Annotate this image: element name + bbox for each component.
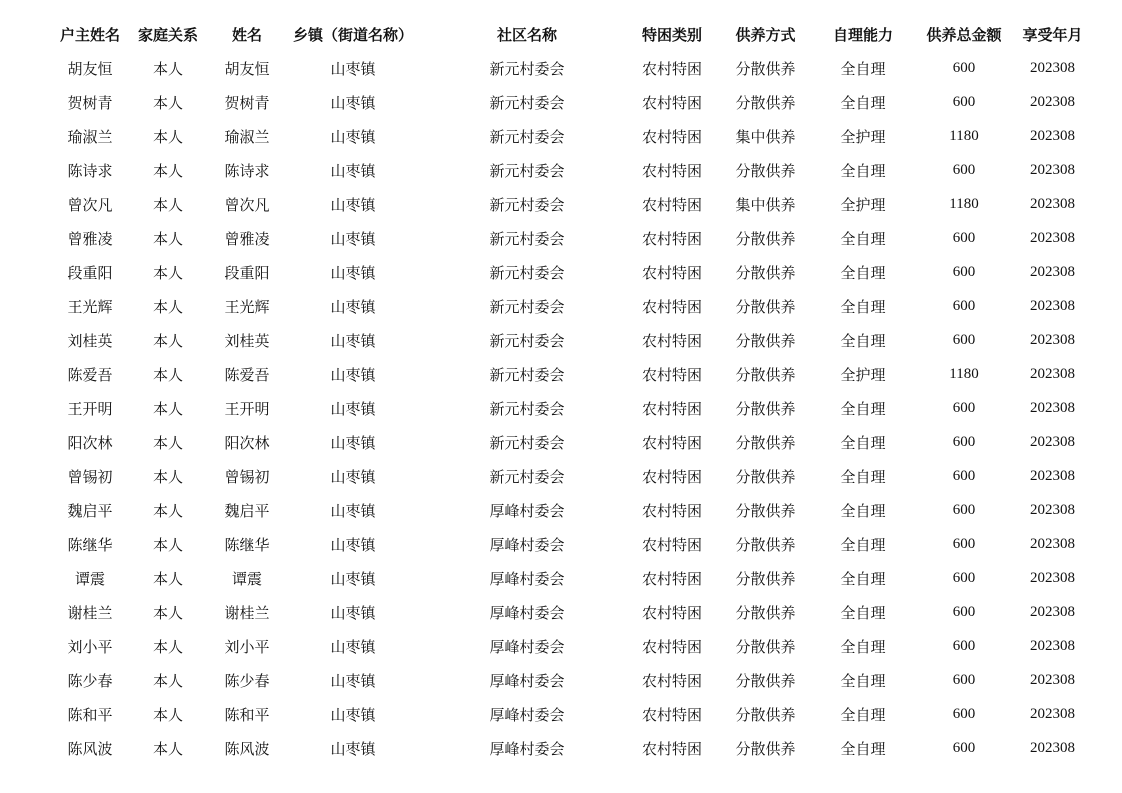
cell-support-mode: 分散供养 (735, 365, 796, 384)
column-header-amount: 供养总金额 (926, 25, 1002, 44)
cell-head-name: 刘桂英 (67, 331, 113, 350)
cell-self-care: 全自理 (840, 93, 886, 112)
cell-head-name: 陈继华 (67, 535, 113, 554)
cell-self-care: 全自理 (840, 535, 886, 554)
table-row (55, 493, 1085, 527)
cell-start-month: 202308 (1030, 705, 1075, 722)
cell-support-mode: 分散供养 (735, 637, 796, 656)
cell-name: 陈少春 (224, 671, 270, 690)
cell-township: 山枣镇 (330, 93, 376, 112)
column-header-name: 姓名 (231, 25, 262, 44)
table-row (55, 629, 1085, 663)
cell-community: 新元村委会 (489, 467, 565, 486)
column-header-category: 特困类别 (641, 25, 702, 44)
cell-township: 山枣镇 (330, 365, 376, 384)
cell-community: 新元村委会 (489, 93, 565, 112)
cell-category: 农村特困 (641, 603, 702, 622)
cell-name: 谢桂兰 (224, 603, 270, 622)
cell-self-care: 全自理 (840, 705, 886, 724)
cell-start-month: 202308 (1030, 59, 1075, 76)
cell-relation: 本人 (152, 433, 183, 452)
table-row (55, 527, 1085, 561)
table-row (55, 459, 1085, 493)
cell-category: 农村特困 (641, 195, 702, 214)
cell-community: 新元村委会 (489, 365, 565, 384)
column-header-community: 社区名称 (496, 25, 557, 44)
cell-amount: 600 (952, 501, 976, 518)
cell-support-mode: 分散供养 (735, 671, 796, 690)
cell-township: 山枣镇 (330, 739, 376, 758)
cell-self-care: 全自理 (840, 671, 886, 690)
cell-name: 段重阳 (224, 263, 270, 282)
cell-category: 农村特困 (641, 399, 702, 418)
cell-amount: 1180 (949, 195, 979, 212)
cell-support-mode: 分散供养 (735, 433, 796, 452)
cell-head-name: 瑜淑兰 (67, 127, 113, 146)
cell-name: 陈爱吾 (224, 365, 270, 384)
cell-community: 新元村委会 (489, 433, 565, 452)
cell-relation: 本人 (152, 127, 183, 146)
cell-support-mode: 分散供养 (735, 229, 796, 248)
table-row (55, 221, 1085, 255)
cell-name: 陈继华 (224, 535, 270, 554)
cell-category: 农村特困 (641, 93, 702, 112)
cell-community: 厚峰村委会 (489, 739, 565, 758)
cell-head-name: 贺树青 (67, 93, 113, 112)
cell-category: 农村特困 (641, 671, 702, 690)
cell-self-care: 全自理 (840, 263, 886, 282)
cell-start-month: 202308 (1030, 739, 1075, 756)
cell-relation: 本人 (152, 229, 183, 248)
cell-relation: 本人 (152, 705, 183, 724)
cell-amount: 600 (952, 637, 976, 654)
cell-amount: 1180 (949, 127, 979, 144)
column-header-support-mode: 供养方式 (735, 25, 796, 44)
cell-community: 厚峰村委会 (489, 705, 565, 724)
cell-head-name: 谭震 (74, 569, 105, 588)
cell-township: 山枣镇 (330, 399, 376, 418)
cell-head-name: 曾雅凌 (67, 229, 113, 248)
cell-relation: 本人 (152, 467, 183, 486)
cell-amount: 600 (952, 569, 976, 586)
cell-township: 山枣镇 (330, 671, 376, 690)
cell-name: 陈风波 (224, 739, 270, 758)
cell-community: 厚峰村委会 (489, 603, 565, 622)
cell-head-name: 王光辉 (67, 297, 113, 316)
cell-name: 贺树青 (224, 93, 270, 112)
cell-start-month: 202308 (1030, 297, 1075, 314)
cell-name: 王开明 (224, 399, 270, 418)
cell-category: 农村特困 (641, 297, 702, 316)
cell-self-care: 全护理 (840, 365, 886, 384)
cell-category: 农村特困 (641, 127, 702, 146)
cell-self-care: 全自理 (840, 59, 886, 78)
cell-category: 农村特困 (641, 739, 702, 758)
cell-township: 山枣镇 (330, 331, 376, 350)
cell-category: 农村特困 (641, 501, 702, 520)
cell-category: 农村特困 (641, 535, 702, 554)
cell-relation: 本人 (152, 739, 183, 758)
cell-support-mode: 集中供养 (735, 127, 796, 146)
table-row (55, 561, 1085, 595)
cell-support-mode: 分散供养 (735, 739, 796, 758)
cell-name: 王光辉 (224, 297, 270, 316)
table-row (55, 187, 1085, 221)
table-row (55, 357, 1085, 391)
relief-recipients-table (55, 17, 1085, 765)
cell-name: 刘桂英 (224, 331, 270, 350)
table-body (55, 51, 1085, 765)
cell-relation: 本人 (152, 569, 183, 588)
cell-support-mode: 分散供养 (735, 535, 796, 554)
cell-category: 农村特困 (641, 467, 702, 486)
cell-head-name: 王开明 (67, 399, 113, 418)
cell-amount: 600 (952, 603, 976, 620)
cell-support-mode: 分散供养 (735, 603, 796, 622)
cell-amount: 600 (952, 467, 976, 484)
cell-support-mode: 分散供养 (735, 59, 796, 78)
cell-start-month: 202308 (1030, 603, 1075, 620)
cell-amount: 600 (952, 433, 976, 450)
cell-amount: 600 (952, 93, 976, 110)
cell-support-mode: 集中供养 (735, 195, 796, 214)
cell-self-care: 全自理 (840, 161, 886, 180)
cell-amount: 600 (952, 705, 976, 722)
cell-amount: 600 (952, 399, 976, 416)
table-row (55, 595, 1085, 629)
cell-category: 农村特困 (641, 59, 702, 78)
cell-community: 厚峰村委会 (489, 671, 565, 690)
cell-amount: 600 (952, 535, 976, 552)
cell-amount: 600 (952, 671, 976, 688)
cell-head-name: 陈爱吾 (67, 365, 113, 384)
cell-head-name: 段重阳 (67, 263, 113, 282)
cell-community: 新元村委会 (489, 297, 565, 316)
cell-self-care: 全自理 (840, 637, 886, 656)
cell-community: 厚峰村委会 (489, 535, 565, 554)
cell-relation: 本人 (152, 331, 183, 350)
cell-support-mode: 分散供养 (735, 161, 796, 180)
cell-start-month: 202308 (1030, 161, 1075, 178)
cell-relation: 本人 (152, 535, 183, 554)
column-header-relation: 家庭关系 (137, 25, 198, 44)
table-row (55, 119, 1085, 153)
cell-start-month: 202308 (1030, 671, 1075, 688)
cell-name: 曾次凡 (224, 195, 270, 214)
cell-community: 厚峰村委会 (489, 637, 565, 656)
cell-self-care: 全自理 (840, 569, 886, 588)
cell-relation: 本人 (152, 93, 183, 112)
cell-head-name: 谢桂兰 (67, 603, 113, 622)
cell-relation: 本人 (152, 637, 183, 656)
cell-township: 山枣镇 (330, 59, 376, 78)
cell-support-mode: 分散供养 (735, 263, 796, 282)
column-header-start-month: 享受年月 (1022, 25, 1083, 44)
cell-start-month: 202308 (1030, 467, 1075, 484)
cell-amount: 600 (952, 59, 976, 76)
cell-township: 山枣镇 (330, 433, 376, 452)
cell-category: 农村特困 (641, 229, 702, 248)
cell-start-month: 202308 (1030, 195, 1075, 212)
cell-relation: 本人 (152, 399, 183, 418)
cell-relation: 本人 (152, 365, 183, 384)
cell-support-mode: 分散供养 (735, 501, 796, 520)
cell-start-month: 202308 (1030, 93, 1075, 110)
cell-start-month: 202308 (1030, 535, 1075, 552)
cell-head-name: 陈和平 (67, 705, 113, 724)
cell-amount: 600 (952, 263, 976, 280)
cell-township: 山枣镇 (330, 263, 376, 282)
cell-relation: 本人 (152, 671, 183, 690)
cell-head-name: 阳次林 (67, 433, 113, 452)
cell-head-name: 刘小平 (67, 637, 113, 656)
cell-support-mode: 分散供养 (735, 331, 796, 350)
cell-name: 谭震 (231, 569, 262, 588)
cell-support-mode: 分散供养 (735, 93, 796, 112)
cell-name: 魏启平 (224, 501, 270, 520)
cell-amount: 600 (952, 229, 976, 246)
cell-township: 山枣镇 (330, 569, 376, 588)
cell-relation: 本人 (152, 603, 183, 622)
cell-self-care: 全自理 (840, 501, 886, 520)
table-row (55, 51, 1085, 85)
table-row (55, 323, 1085, 357)
cell-head-name: 胡友恒 (67, 59, 113, 78)
cell-community: 新元村委会 (489, 331, 565, 350)
cell-category: 农村特困 (641, 161, 702, 180)
cell-township: 山枣镇 (330, 229, 376, 248)
cell-start-month: 202308 (1030, 365, 1075, 382)
cell-self-care: 全自理 (840, 603, 886, 622)
cell-name: 瑜淑兰 (224, 127, 270, 146)
cell-category: 农村特困 (641, 637, 702, 656)
cell-amount: 600 (952, 297, 976, 314)
cell-township: 山枣镇 (330, 195, 376, 214)
cell-township: 山枣镇 (330, 637, 376, 656)
cell-start-month: 202308 (1030, 127, 1075, 144)
cell-support-mode: 分散供养 (735, 569, 796, 588)
cell-category: 农村特困 (641, 365, 702, 384)
cell-relation: 本人 (152, 161, 183, 180)
cell-township: 山枣镇 (330, 161, 376, 180)
cell-support-mode: 分散供养 (735, 297, 796, 316)
cell-category: 农村特困 (641, 331, 702, 350)
cell-support-mode: 分散供养 (735, 705, 796, 724)
cell-self-care: 全护理 (840, 127, 886, 146)
cell-community: 新元村委会 (489, 59, 565, 78)
cell-name: 刘小平 (224, 637, 270, 656)
column-header-township: 乡镇（街道名称） (292, 25, 413, 44)
cell-start-month: 202308 (1030, 263, 1075, 280)
cell-relation: 本人 (152, 263, 183, 282)
cell-head-name: 曾锡初 (67, 467, 113, 486)
cell-township: 山枣镇 (330, 603, 376, 622)
table-row (55, 391, 1085, 425)
cell-name: 曾雅凌 (224, 229, 270, 248)
cell-community: 新元村委会 (489, 263, 565, 282)
cell-support-mode: 分散供养 (735, 399, 796, 418)
table-row (55, 255, 1085, 289)
cell-community: 新元村委会 (489, 229, 565, 248)
cell-head-name: 陈风波 (67, 739, 113, 758)
cell-township: 山枣镇 (330, 535, 376, 554)
cell-township: 山枣镇 (330, 705, 376, 724)
column-header-self-care: 自理能力 (832, 25, 893, 44)
cell-start-month: 202308 (1030, 433, 1075, 450)
table-row (55, 153, 1085, 187)
cell-support-mode: 分散供养 (735, 467, 796, 486)
cell-name: 陈诗求 (224, 161, 270, 180)
cell-township: 山枣镇 (330, 127, 376, 146)
relief-recipients-sheet (55, 17, 1085, 765)
table-row (55, 731, 1085, 765)
cell-start-month: 202308 (1030, 229, 1075, 246)
cell-community: 厚峰村委会 (489, 569, 565, 588)
cell-start-month: 202308 (1030, 637, 1075, 654)
cell-relation: 本人 (152, 501, 183, 520)
cell-self-care: 全护理 (840, 195, 886, 214)
cell-category: 农村特困 (641, 263, 702, 282)
cell-amount: 1180 (949, 365, 979, 382)
cell-head-name: 陈少春 (67, 671, 113, 690)
cell-self-care: 全自理 (840, 739, 886, 758)
cell-name: 胡友恒 (224, 59, 270, 78)
cell-start-month: 202308 (1030, 501, 1075, 518)
cell-amount: 600 (952, 739, 976, 756)
cell-amount: 600 (952, 161, 976, 178)
cell-community: 新元村委会 (489, 399, 565, 418)
cell-relation: 本人 (152, 297, 183, 316)
cell-relation: 本人 (152, 195, 183, 214)
header-row (55, 17, 1085, 51)
cell-township: 山枣镇 (330, 501, 376, 520)
cell-community: 新元村委会 (489, 161, 565, 180)
cell-head-name: 曾次凡 (67, 195, 113, 214)
cell-self-care: 全自理 (840, 399, 886, 418)
cell-self-care: 全自理 (840, 467, 886, 486)
cell-relation: 本人 (152, 59, 183, 78)
cell-name: 陈和平 (224, 705, 270, 724)
cell-start-month: 202308 (1030, 399, 1075, 416)
table-row (55, 85, 1085, 119)
table-row (55, 425, 1085, 459)
table-row (55, 289, 1085, 323)
cell-self-care: 全自理 (840, 433, 886, 452)
cell-start-month: 202308 (1030, 569, 1075, 586)
cell-self-care: 全自理 (840, 297, 886, 316)
cell-category: 农村特困 (641, 705, 702, 724)
cell-self-care: 全自理 (840, 331, 886, 350)
cell-category: 农村特困 (641, 433, 702, 452)
cell-category: 农村特困 (641, 569, 702, 588)
cell-township: 山枣镇 (330, 297, 376, 316)
cell-name: 曾锡初 (224, 467, 270, 486)
cell-start-month: 202308 (1030, 331, 1075, 348)
cell-amount: 600 (952, 331, 976, 348)
table-row (55, 697, 1085, 731)
cell-community: 新元村委会 (489, 127, 565, 146)
cell-head-name: 陈诗求 (67, 161, 113, 180)
cell-community: 厚峰村委会 (489, 501, 565, 520)
cell-township: 山枣镇 (330, 467, 376, 486)
table-row (55, 663, 1085, 697)
cell-community: 新元村委会 (489, 195, 565, 214)
cell-self-care: 全自理 (840, 229, 886, 248)
cell-head-name: 魏启平 (67, 501, 113, 520)
cell-name: 阳次林 (224, 433, 270, 452)
column-header-head-name: 户主姓名 (59, 25, 120, 44)
